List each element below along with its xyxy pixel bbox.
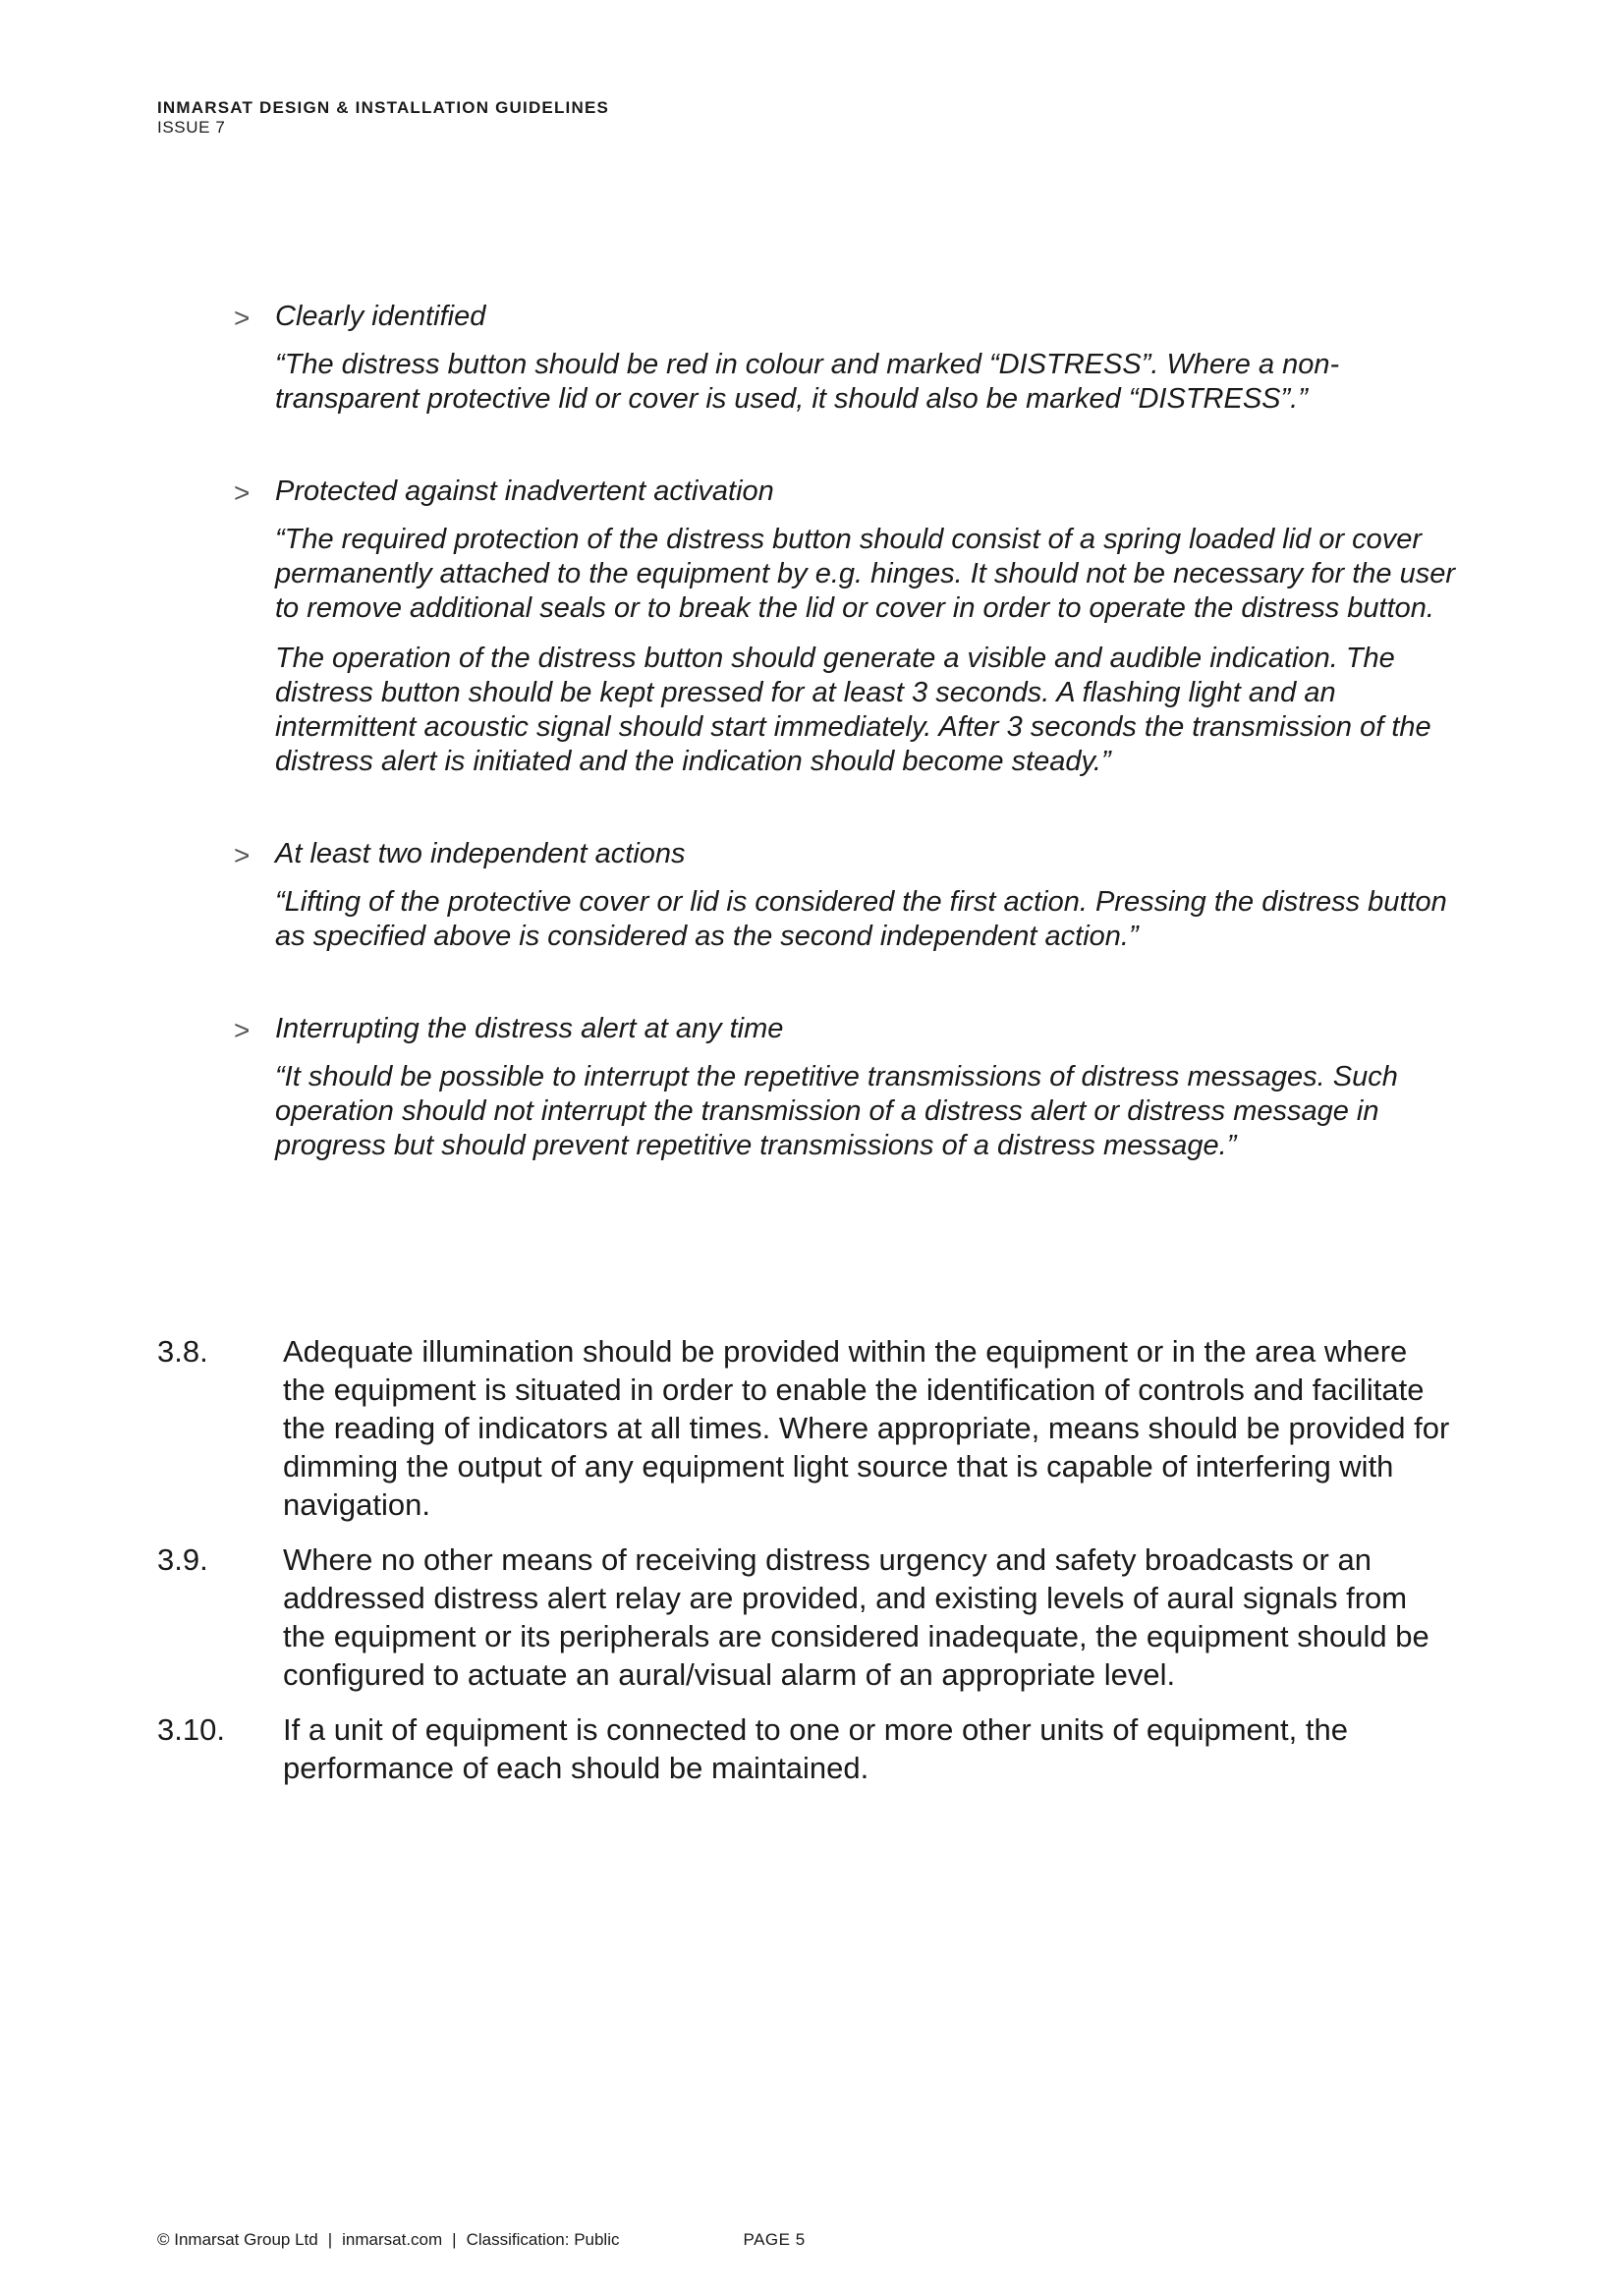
footer-separator: | (452, 2230, 457, 2249)
footer-website: inmarsat.com (342, 2230, 443, 2249)
document-title: INMARSAT DESIGN & INSTALLATION GUIDELINES (157, 98, 610, 117)
bullet-paragraph: “Lifting of the protective cover or lid is considered the first action. Pressing the distress button as specified above is considered as the second independent action.” (275, 886, 1447, 952)
page-number: PAGE 5 (743, 2230, 806, 2249)
section-number: 3.10. (157, 1712, 225, 1747)
section-3-10 (157, 1710, 1493, 1787)
list-item (234, 834, 1482, 954)
footer-separator: | (327, 2230, 333, 2249)
chevron-right-icon: > (234, 1015, 251, 1045)
requirements-list (234, 297, 1482, 1179)
list-item (234, 1009, 1482, 1163)
chevron-right-icon: > (234, 477, 251, 508)
bullet-paragraph: “The distress button should be red in colour and marked “DISTRESS”. Where a non-transparent protective lid or cover is used, it should also be marked “DISTRESS”.” (275, 349, 1340, 415)
bullet-paragraph: “It should be possible to interrupt the repetitive transmissions of distress messages. Such operation should not interrupt the transmission of a distress alert or distress message in progress but should prevent repetitive transmissions of a distress message.” (275, 1061, 1398, 1161)
list-item (234, 472, 1482, 779)
section-text: Adequate illumination should be provided within the equipment or in the area where the equipment is situated in order to enable the identification of controls and facilitate the reading of indicators at all times. Where appropriate, means should be provided for dimming the output of any equipment light source that is capable of interfering with navigation. (283, 1334, 1450, 1522)
section-text: If a unit of equipment is connected to one or more other units of equipment, the performance of each should be maintained. (283, 1712, 1348, 1785)
bullet-heading: At least two independent actions (275, 838, 686, 869)
section-number: 3.8. (157, 1334, 208, 1369)
section-text: Where no other means of receiving distress urgency and safety broadcasts or an addressed distress alert relay are provided, and existing levels of aural signals from the equipment or its peripherals are considered inadequate, the equipment should be configured to actuate an aural/visual alarm of an appropriate level. (283, 1542, 1429, 1692)
page-header (157, 98, 609, 138)
section-3-8 (157, 1332, 1493, 1524)
page-footer (157, 2230, 806, 2250)
document-issue: ISSUE 7 (157, 118, 226, 137)
chevron-right-icon: > (234, 840, 251, 870)
footer-classification: Classification: Public (466, 2230, 620, 2249)
bullet-heading: Interrupting the distress alert at any time (275, 1013, 784, 1044)
footer-copyright: © Inmarsat Group Ltd (157, 2230, 318, 2249)
numbered-sections (157, 1332, 1493, 1804)
bullet-paragraph: “The required protection of the distress button should consist of a spring loaded lid or cover permanently attached to the equipment by e.g. hinges. It should not be necessary for the user to remove additional seals or to break the lid or cover in order to operate the distress button. (275, 524, 1456, 624)
section-3-9 (157, 1540, 1493, 1694)
bullet-paragraph: The operation of the distress button should generate a visible and audible indication. The distress button should be kept pressed for at least 3 seconds. A flashing light and an intermittent acoustic signal should start immediately. After 3 seconds the transmission of the distress alert is initiated and the indication should become steady.” (275, 643, 1431, 777)
chevron-right-icon: > (234, 303, 251, 333)
bullet-heading: Protected against inadvertent activation (275, 476, 774, 507)
bullet-heading: Clearly identified (275, 301, 486, 332)
list-item (234, 297, 1482, 417)
section-number: 3.9. (157, 1542, 208, 1577)
